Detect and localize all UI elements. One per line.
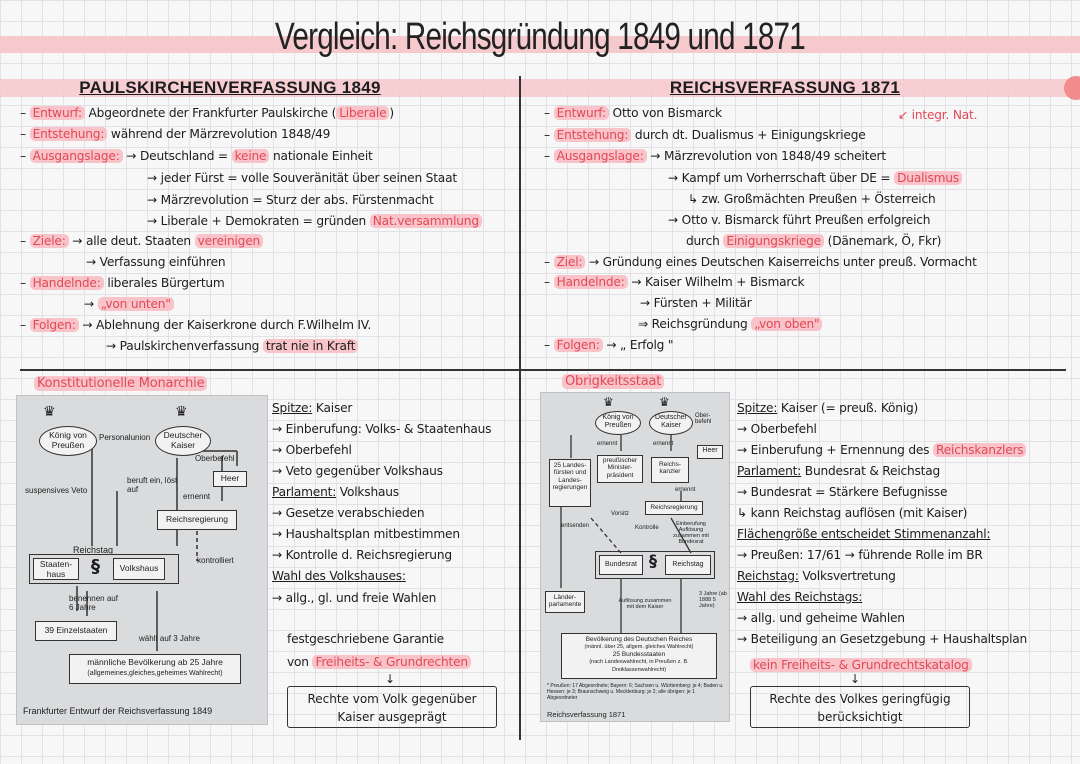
- text-line: [640, 296, 752, 310]
- minister-box: preußischer Minister-präsident: [597, 455, 643, 483]
- note-line: [272, 464, 443, 478]
- note-text: → Gesetze verabschieden: [272, 506, 425, 520]
- text-line: – Ziel: → Gründung eines Deutschen Kaiserreichs unter preuß. Vormacht: [544, 255, 977, 269]
- r-koenig-box: König von Preußen: [595, 411, 641, 435]
- note-line: [737, 401, 918, 415]
- crown-icon: ♛: [603, 395, 614, 409]
- note-line: [737, 443, 1026, 457]
- note-text: Bundesrat & Reichstag: [801, 464, 941, 478]
- right-conclusion-box: Rechte des Volkes geringfügig berücksichtigt: [750, 686, 970, 728]
- fussnote-label: * Preußen: 17 Abgeordnete; Bayern: 6; Sachsen u. Württemberg: je 4; Baden u. Hessen: je 3; Braunschweig u. Mecklenburg: je 2; alle übrigen: je 1 Abgeordneter: [547, 683, 724, 701]
- line-text: → Kampf um Vorherrschaft über DE =: [668, 171, 895, 185]
- line-label: Entstehung:: [30, 127, 108, 141]
- line-text: → Liberale + Demokraten = gründen: [147, 214, 370, 228]
- note-line: [737, 548, 983, 562]
- line-text: → alle deut. Staaten: [72, 234, 195, 248]
- line-label: Folgen:: [30, 318, 79, 332]
- right-heading: REICHSVERFASSUNG 1871: [669, 78, 901, 97]
- note-key: Reichstag:: [737, 569, 799, 583]
- text-line: – Entwurf: Otto von Bismarck: [544, 106, 722, 120]
- text-line: [668, 171, 962, 185]
- note-line: [272, 485, 399, 499]
- line-label: Handelnde:: [554, 275, 628, 289]
- text-line: [688, 192, 935, 206]
- line-text: → Verfassung einführen: [86, 255, 226, 269]
- landesfuersten-box: 25 Landes-fürsten und Landes-regierungen: [549, 459, 591, 507]
- jahre-label: 3 Jahre (ab 1888 5 Jahre): [699, 591, 727, 609]
- line-text: → Märzrevolution = Sturz der abs. Fürstenmacht: [147, 193, 434, 207]
- kontrolliert-label: kontrolliert: [197, 556, 234, 565]
- note-line: [272, 506, 424, 520]
- line-highlight: Dualismus: [894, 171, 962, 185]
- note-line: [737, 506, 967, 520]
- line-text: Abgeordnete der Frankfurter Paulskirche (: [88, 106, 337, 120]
- line-label: Ausgangslage:: [30, 149, 123, 163]
- r-ernennt1-label: ernennt: [597, 441, 618, 447]
- kanzler-box: Reichs-kanzler: [651, 457, 689, 483]
- line-text: Otto von Bismarck: [612, 106, 722, 120]
- crown-icon: ♛: [175, 404, 188, 420]
- note-text: → allg. und geheime Wahlen: [737, 611, 905, 625]
- line-text: → Fürsten + Militär: [640, 296, 752, 310]
- oberbefehl-label: Oberbefehl: [195, 454, 235, 463]
- left-diagram-caption: Frankfurter Entwurf der Reichsverfassung 1849: [23, 706, 213, 716]
- note-key: Wahl des Volkshauses:: [272, 569, 406, 583]
- line-text: → Gründung eines Deutschen Kaiserreichs unter preuß. Vormacht: [589, 255, 977, 269]
- personalunion-label: Personalunion: [99, 433, 151, 442]
- note-text: → allg., gl. und freie Wahlen: [272, 591, 437, 605]
- line-after: ): [389, 106, 394, 120]
- note-text: → Einberufung: Volks- & Staatenhaus: [272, 422, 492, 436]
- note-line: [737, 611, 905, 625]
- einberufung-label: Einberufung Auflösung zusammen mit Bundesrat: [673, 521, 709, 545]
- crown-icon: ♛: [43, 404, 56, 420]
- line-text: durch dt. Dualismus + Einigungskriege: [634, 128, 866, 142]
- suspensives-label: suspensives Veto: [25, 486, 88, 495]
- line-highlight: Liberale: [336, 106, 389, 120]
- aufloesung-label: Auflösung zusammen mit dem Kaiser: [618, 598, 672, 610]
- line-text: → Deutschland =: [126, 149, 232, 163]
- line-after: nationale Einheit: [269, 149, 373, 163]
- reichsregierung-box: Reichsregierung: [157, 510, 237, 530]
- note-line: [272, 422, 491, 436]
- r-oberbefehl-label: Ober-befehl: [695, 413, 712, 425]
- beruft-label: beruft ein, löst auf: [127, 476, 178, 494]
- note-text: → Beteiligung an Gesetzgebung + Haushaltsplan: [737, 632, 1028, 646]
- benennen-label: benennen auf 6 Jahre: [69, 594, 118, 612]
- text-line: [638, 317, 822, 331]
- text-line: – Entstehung: durch dt. Dualismus + Einigungskriege: [544, 128, 866, 142]
- line-label: Folgen:: [554, 338, 603, 352]
- note-text: Kaiser (= preuß. König): [777, 401, 919, 415]
- note-key: Wahl des Reichstags:: [737, 590, 863, 604]
- text-line: [147, 214, 482, 228]
- gewaehlt-label: wählt auf 3 Jahre: [139, 634, 200, 643]
- page-title: Vergleich: Reichsgründung 1849 und 1871: [275, 16, 805, 58]
- paragraph-icon: §: [91, 556, 100, 577]
- text-line: – Entstehung: während der Märzrevolution 1848/49: [20, 127, 331, 141]
- line-label: Ziel:: [554, 255, 586, 269]
- text-line: [86, 255, 225, 269]
- left-heading: PAULSKIRCHENVERFASSUNG 1849: [79, 78, 381, 97]
- line-label: Handelnde:: [30, 276, 104, 290]
- text-line: – Ziele: → alle deut. Staaten vereinigen: [20, 234, 263, 248]
- bundesrat-box: Bundesrat: [599, 555, 643, 575]
- text-line: – Folgen: → „ Erfolg ": [544, 338, 674, 352]
- line-text: → jeder Fürst = volle Souveränität über seinen Staat: [147, 171, 457, 185]
- bevoelkerung-box: männliche Bevölkerung ab 25 Jahre (allgemeines,gleiches,geheimes Wahlrecht): [69, 654, 241, 684]
- heer-box: Heer: [213, 471, 247, 487]
- note-line: [272, 591, 436, 605]
- note-text: → Bundesrat = Stärkere Befugnisse: [737, 485, 948, 499]
- right-diagram: [540, 392, 730, 722]
- line-text: → Kaiser Wilhelm + Bismarck: [631, 275, 805, 289]
- note-line: [272, 401, 352, 415]
- note-text: → Oberbefehl: [737, 422, 817, 436]
- line-highlight: „von unten": [98, 297, 174, 311]
- staatenhaus-box: Staaten-haus: [33, 558, 79, 580]
- koenig-box: König von Preußen: [39, 426, 97, 456]
- note-text: Volkshaus: [336, 485, 399, 499]
- text-line: [686, 234, 941, 248]
- section-divider: [20, 369, 1066, 371]
- column-divider: [519, 76, 521, 740]
- text-line: [84, 297, 174, 311]
- line-text: → Otto v. Bismarck führt Preußen erfolgreich: [668, 213, 931, 227]
- text-line: – Folgen: → Ablehnung der Kaiserkrone durch F.Wilhelm IV.: [20, 318, 372, 332]
- line-highlight: „von oben": [751, 317, 822, 331]
- text-line: – Ausgangslage: → Märzrevolution von 1848/49 scheitert: [544, 149, 886, 163]
- line-text: durch: [686, 234, 724, 248]
- einzelstaaten-box: 39 Einzelstaaten: [35, 621, 117, 641]
- note-text: Kaiser: [312, 401, 353, 415]
- line-label: Ziele:: [30, 234, 69, 248]
- left-section-title: Konstitutionelle Monarchie: [34, 376, 207, 391]
- line-label: Ausgangslage:: [554, 149, 647, 163]
- note-line: [272, 548, 452, 562]
- line-highlight: Einigungskriege: [723, 234, 824, 248]
- katalog-line: kein Freiheits- & Grundrechtskatalog: [750, 658, 972, 672]
- note-text: Volksvertretung: [798, 569, 896, 583]
- line-highlight: Nat.versammlung: [370, 214, 482, 228]
- down-arrow-icon: ↓: [850, 672, 861, 686]
- volkshaus-box: Volkshaus: [113, 558, 165, 580]
- note-line: [737, 485, 947, 499]
- note-text: → Haushaltsplan mitbestimmen: [272, 527, 460, 541]
- text-line: – Handelnde: liberales Bürgertum: [20, 276, 225, 290]
- line-text: → „ Erfolg ": [606, 338, 674, 352]
- line-label: Entwurf:: [30, 106, 85, 120]
- note-key: Parlament:: [272, 485, 337, 499]
- text-line: – Handelnde: → Kaiser Wilhelm + Bismarck: [544, 275, 805, 289]
- line-text: → Märzrevolution von 1848/49 scheitert: [650, 149, 886, 163]
- r-bevoelkerung-box: Bevölkerung des Deutschen Reiches (männl. über 25, allgem. gleiches Wahlrecht) 25 Bundesstaaten (nach Landeswahlrecht, in Preußen z. B. Dreiklassenwahlrecht): [561, 633, 717, 679]
- note-line: [737, 590, 862, 604]
- line-highlight: trat nie in Kraft: [263, 339, 358, 353]
- line-highlight: keine: [232, 149, 270, 163]
- vorsitz-label: Vorsitz: [611, 511, 630, 517]
- kaiser-box: Deutscher Kaiser: [155, 426, 211, 456]
- note-line: [737, 464, 940, 478]
- line-text: liberales Bürgertum: [107, 276, 225, 290]
- text-line: [147, 193, 434, 207]
- r-heer-box: Heer: [697, 445, 723, 459]
- line-label: Entstehung:: [554, 128, 632, 142]
- note-line: [737, 527, 990, 541]
- r-ernennt3-label: ernennt: [675, 487, 696, 493]
- note-line: [272, 527, 460, 541]
- text-line: [106, 339, 358, 353]
- note-line: [737, 632, 1027, 646]
- note-key: Spitze:: [737, 401, 778, 415]
- text-line: – Ausgangslage: → Deutschland = keine nationale Einheit: [20, 149, 373, 163]
- r-reichsregierung-box: Reichsregierung: [645, 501, 703, 515]
- note-line: [737, 569, 896, 583]
- note-line: [737, 422, 817, 436]
- note-text: → Preußen: 17/61 → führende Rolle im BR: [737, 548, 983, 562]
- line-text: ↳ zw. Großmächten Preußen + Österreich: [688, 192, 936, 206]
- text-line: [668, 213, 930, 227]
- guarantee-line1: festgeschriebene Garantie: [287, 632, 444, 646]
- line-label: Entwurf:: [554, 106, 609, 120]
- note-key: Spitze:: [272, 401, 313, 415]
- line-text: →: [84, 297, 98, 311]
- down-arrow-icon: ↓: [385, 672, 395, 686]
- right-diagram-caption: Reichsverfassung 1871: [547, 710, 626, 719]
- left-diagram: [16, 395, 268, 725]
- note-text: ↳ kann Reichstag auflösen (mit Kaiser): [737, 506, 968, 520]
- note-text: → Veto gegenüber Volkshaus: [272, 464, 443, 478]
- laender-box: Länder-parlamente: [545, 591, 585, 613]
- line-text: ⇒ Reichsgründung: [638, 317, 752, 331]
- r-ernennt2-label: ernennt: [653, 441, 674, 447]
- note-text: → Kontrolle d. Reichsregierung: [272, 548, 452, 562]
- note-key: Parlament:: [737, 464, 802, 478]
- note-line: [272, 569, 406, 583]
- text-line: [147, 171, 457, 185]
- r-reichstag-box: Reichstag: [665, 555, 711, 575]
- line-text: während der Märzrevolution 1848/49: [110, 127, 331, 141]
- note-line: [272, 443, 352, 457]
- guarantee-line2: von Freiheits- & Grundrechten: [287, 655, 471, 669]
- entsenden-label: entsenden: [561, 523, 590, 529]
- r-kaiser-box: Deutscher Kaiser: [649, 411, 693, 435]
- left-conclusion-box: Rechte vom Volk gegenüber Kaiser ausgeprägt: [287, 686, 497, 728]
- text-line: – Entwurf: Abgeordnete der Frankfurter Paulskirche ( Liberale ): [20, 106, 394, 120]
- reichstag-label: Reichstag: [73, 545, 114, 555]
- crown-icon: ♛: [659, 395, 670, 409]
- kontrolle-label: Kontrolle: [635, 525, 659, 531]
- line-highlight: vereinigen: [195, 234, 263, 248]
- line-text: → Ablehnung der Kaiserkrone durch F.Wilhelm IV.: [82, 318, 372, 332]
- ernennt-label: ernennt: [183, 492, 211, 501]
- right-section-title: Obrigkeitsstaat: [562, 374, 664, 389]
- r-paragraph-icon: §: [649, 551, 657, 570]
- note-key: Flächengröße entscheidet Stimmenanzahl:: [737, 527, 991, 541]
- note-highlight: Reichskanzlers: [933, 443, 1026, 457]
- line-text: → Paulskirchenverfassung: [106, 339, 263, 353]
- note-text: → Oberbefehl: [272, 443, 352, 457]
- note-text: → Einberufung + Ernennung des: [737, 443, 933, 457]
- integr-annotation: ↙ integr. Nat.: [898, 108, 978, 122]
- line-after: (Dänemark, Ö, Fkr): [823, 234, 942, 248]
